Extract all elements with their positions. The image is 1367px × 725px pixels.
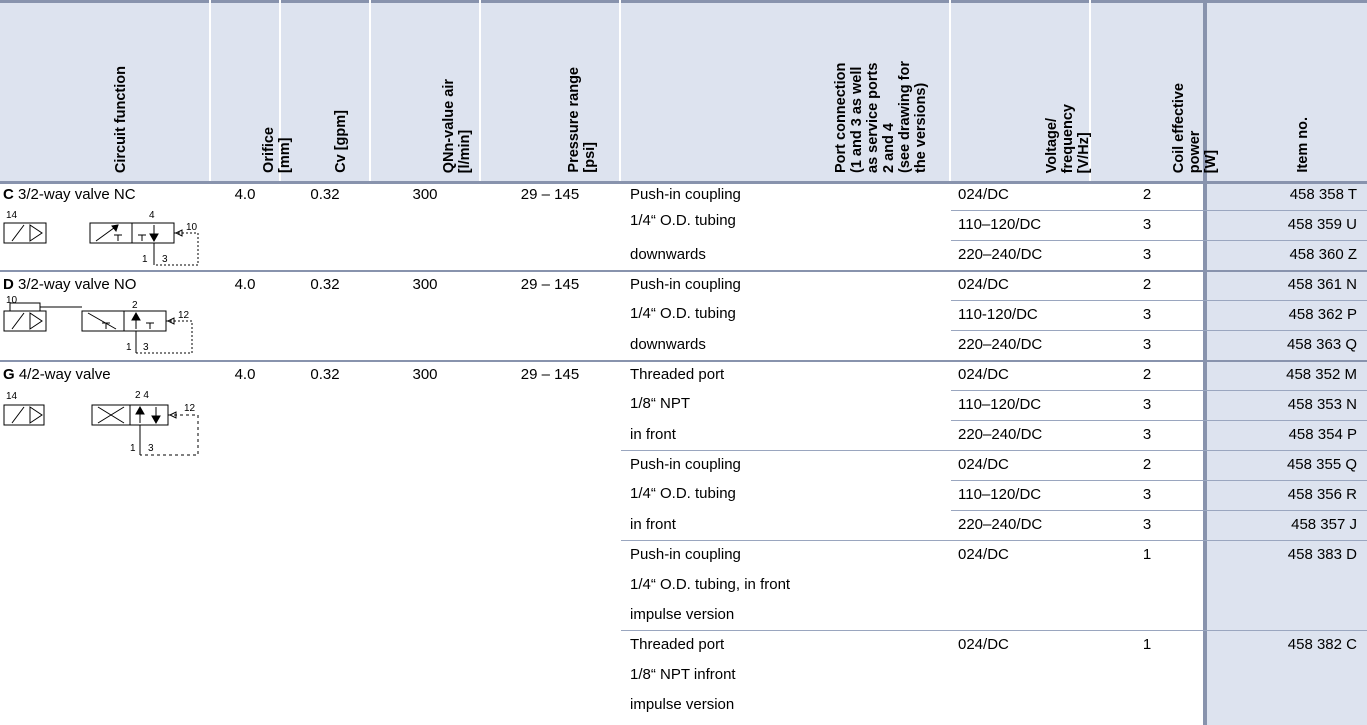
- diagram-label: 2 4: [135, 390, 149, 401]
- item-number: 458 362 P: [1288, 306, 1357, 323]
- port-line: Push-in coupling: [630, 546, 741, 563]
- qnn-value: 300: [412, 186, 438, 203]
- cv-value: 0.32: [310, 186, 340, 203]
- voltage-value: 220–240/DC: [958, 336, 1043, 353]
- row-rule: [951, 510, 1367, 511]
- header-voltage: Voltage/ frequency [V/Hz]: [1044, 103, 1092, 173]
- circuit-title: D 3/2-way valve NO: [3, 276, 137, 293]
- diagram-label: 1: [142, 254, 148, 265]
- item-number: 458 383 D: [1287, 546, 1357, 563]
- diagram-label: 1: [126, 342, 132, 353]
- cv-value: 0.32: [310, 276, 340, 293]
- port-line: 1/4“ O.D. tubing, in front: [630, 576, 791, 593]
- item-number: 458 361 N: [1287, 276, 1357, 293]
- header-pressure: Pressure range [psi]: [566, 67, 598, 173]
- diagram-label: 10: [6, 295, 18, 306]
- voltage-value: 110–120/DC: [958, 486, 1042, 503]
- header-item-no: Item no.: [1295, 117, 1311, 173]
- item-number: 458 382 C: [1287, 636, 1357, 653]
- port-line: in front: [630, 426, 676, 443]
- power-value: 1: [1142, 636, 1152, 653]
- voltage-value: 024/DC: [958, 636, 1009, 653]
- port-line: 1/8“ NPT infront: [630, 666, 736, 683]
- voltage-value: 024/DC: [958, 546, 1009, 563]
- power-value: 3: [1142, 246, 1152, 263]
- port-line: Push-in coupling: [630, 456, 741, 473]
- valve-diagram-d: [2, 293, 207, 355]
- item-number: 458 363 Q: [1286, 336, 1357, 353]
- port-line: Push-in coupling: [630, 186, 741, 203]
- header-coil-power: Coil effective power [W]: [1171, 82, 1219, 173]
- power-value: 3: [1142, 306, 1152, 323]
- row-rule: [951, 210, 1367, 211]
- header-port-connection: Port connection (1 and 3 as well as service ports 2 and 4 (see drawing for the versions): [833, 61, 929, 173]
- power-value: 2: [1142, 276, 1152, 293]
- item-number: 458 358 T: [1289, 186, 1357, 203]
- pressure-value: 29 – 145: [520, 366, 580, 383]
- port-line: Push-in coupling: [630, 276, 741, 293]
- orifice-value: 4.0: [234, 186, 256, 203]
- voltage-value: 110–120/DC: [958, 216, 1042, 233]
- pressure-value: 29 – 145: [520, 186, 580, 203]
- row-rule: [951, 300, 1367, 301]
- group-rule: [0, 270, 1367, 272]
- group-rule: [0, 360, 1367, 362]
- port-line: 1/4“ O.D. tubing: [630, 305, 736, 322]
- power-value: 1: [1142, 546, 1152, 563]
- subgroup-rule: [621, 540, 1367, 541]
- diagram-label: 12: [184, 403, 196, 414]
- port-line: 1/4“ O.D. tubing: [630, 485, 736, 502]
- row-rule: [951, 330, 1367, 331]
- power-value: 2: [1142, 366, 1152, 383]
- voltage-value: 220–240/DC: [958, 246, 1043, 263]
- item-number: 458 354 P: [1288, 426, 1357, 443]
- power-value: 3: [1142, 516, 1152, 533]
- diagram-label: 3: [143, 342, 149, 353]
- qnn-value: 300: [412, 276, 438, 293]
- diagram-label: 14: [6, 210, 18, 221]
- diagram-label: 3: [148, 443, 154, 454]
- header-circuit-function: Circuit function: [112, 65, 129, 173]
- voltage-value: 024/DC: [958, 276, 1009, 293]
- diagram-label: 10: [186, 222, 198, 233]
- header-orifice: Orifice [mm]: [261, 127, 293, 173]
- diagram-label: 14: [6, 391, 18, 402]
- voltage-value: 110-120/DC: [958, 306, 1038, 323]
- item-number: 458 353 N: [1287, 396, 1357, 413]
- port-line: impulse version: [630, 606, 735, 623]
- port-line: downwards: [630, 336, 706, 353]
- header-qnn: QNn-value air [l/min]: [441, 78, 473, 173]
- port-line: downwards: [630, 246, 706, 263]
- valve-diagram-g: [2, 385, 207, 465]
- voltage-value: 024/DC: [958, 456, 1009, 473]
- orifice-value: 4.0: [234, 366, 256, 383]
- voltage-value: 220–240/DC: [958, 516, 1043, 533]
- voltage-value: 024/DC: [958, 366, 1009, 383]
- subgroup-rule: [621, 630, 1367, 631]
- power-value: 3: [1142, 336, 1152, 353]
- diagram-label: 12: [178, 310, 190, 321]
- diagram-label: 2: [132, 300, 138, 311]
- port-line: impulse version: [630, 696, 735, 713]
- item-number: 458 360 Z: [1289, 246, 1357, 263]
- power-value: 2: [1142, 186, 1152, 203]
- voltage-value: 110–120/DC: [958, 396, 1042, 413]
- row-rule: [951, 390, 1367, 391]
- cv-value: 0.32: [310, 366, 340, 383]
- header-bottom-rule: [0, 181, 1367, 184]
- header-cv: Cv [gpm]: [333, 110, 349, 173]
- orifice-value: 4.0: [234, 276, 256, 293]
- port-line: in front: [630, 516, 676, 533]
- row-rule: [951, 240, 1367, 241]
- voltage-value: 220–240/DC: [958, 426, 1043, 443]
- voltage-value: 024/DC: [958, 186, 1009, 203]
- power-value: 3: [1142, 486, 1152, 503]
- item-number: 458 359 U: [1287, 216, 1357, 233]
- qnn-value: 300: [412, 366, 438, 383]
- valve-diagram-c: [2, 205, 207, 267]
- item-number: 458 357 J: [1291, 516, 1357, 533]
- pressure-value: 29 – 145: [520, 276, 580, 293]
- power-value: 3: [1142, 216, 1152, 233]
- row-rule: [951, 480, 1367, 481]
- power-value: 3: [1142, 426, 1152, 443]
- diagram-label: 4: [149, 210, 155, 221]
- circuit-title: G 4/2-way valve: [3, 366, 111, 383]
- diagram-label: 1: [130, 443, 136, 454]
- power-value: 2: [1142, 456, 1152, 473]
- row-rule: [951, 420, 1367, 421]
- diagram-label: 3: [162, 254, 168, 265]
- power-value: 3: [1142, 396, 1152, 413]
- port-line: 1/8“ NPT: [630, 395, 691, 412]
- circuit-title: C 3/2-way valve NC: [3, 186, 136, 203]
- item-number: 458 356 R: [1287, 486, 1357, 503]
- subgroup-rule: [621, 450, 1367, 451]
- item-number: 458 352 M: [1286, 366, 1357, 383]
- port-line: Threaded port: [630, 366, 725, 383]
- item-number: 458 355 Q: [1286, 456, 1357, 473]
- port-line: 1/4“ O.D. tubing: [630, 212, 736, 229]
- port-line: Threaded port: [630, 636, 725, 653]
